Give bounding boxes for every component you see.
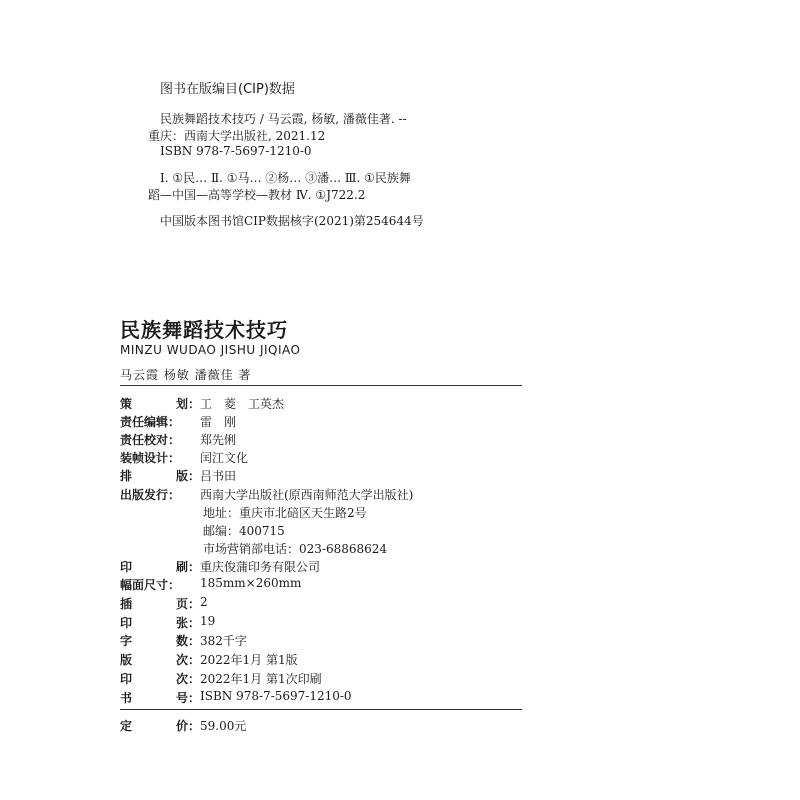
spec-value: 185mm×260mm — [200, 576, 302, 590]
credit-value: 雷 刚 — [200, 415, 237, 429]
spec-row: 版 次： 2022年1月 第1版 — [120, 653, 298, 667]
book-authors: 马云霞 杨敏 潘薇佳 著 — [120, 368, 252, 382]
cip-line: 重庆：西南大学出版社, 2021.12 — [148, 129, 326, 143]
credit-row: 策 划： 工 菱 工英杰 — [120, 397, 285, 411]
publisher-phone: 市场营销部电话：023-68868624 — [203, 542, 388, 556]
cip-line: ISBN 978-7-5697-1210-0 — [160, 144, 312, 158]
book-title-pinyin: MINZU WUDAO JISHU JIQIAO — [120, 343, 301, 357]
cip-line: 民族舞蹈技术技巧 / 马云霞, 杨敏, 潘薇佳著. -- — [160, 112, 407, 126]
credit-value: 郑先俐 — [200, 433, 237, 447]
spec-row: 印 刷： 重庆俊蒲印务有限公司 — [120, 560, 321, 574]
spec-row: 印 次： 2022年1月 第1次印刷 — [120, 672, 322, 686]
credit-row: 责任编辑 ： 雷 刚 — [120, 415, 237, 429]
spec-value: 2 — [200, 595, 208, 609]
cip-line: 蹈—中国—高等学校—教材 Ⅳ. ①J722.2 — [148, 188, 366, 202]
credit-row: 责任校对 ： 郑先俐 — [120, 433, 237, 447]
cip-line: 中国版本图书馆CIP数据核字(2021)第254644号 — [160, 214, 424, 228]
publisher-address: 地址：重庆市北碚区天生路2号 — [203, 506, 367, 520]
spec-row: 书 号： ISBN 978-7-5697-1210-0 — [120, 689, 352, 705]
spec-value: 382千字 — [200, 634, 247, 648]
spec-row: 幅面尺寸 ： 185mm×260mm — [120, 576, 302, 592]
price-value: 59.00元 — [200, 719, 247, 733]
credit-value: 闰江文化 — [200, 451, 249, 465]
cip-line: Ⅰ. ①民… Ⅱ. ①马… ②杨… ③潘… Ⅲ. ①民族舞 — [160, 171, 411, 185]
spec-value: 2022年1月 第1次印刷 — [200, 672, 322, 686]
divider — [120, 709, 522, 710]
cip-heading: 图书在版编目(CIP)数据 — [160, 82, 295, 97]
spec-row: 印 张： 19 — [120, 614, 216, 630]
credit-row: 出版发行 ： 西南大学出版社(原西南师范大学出版社) — [120, 488, 414, 502]
publisher-name: 西南大学出版社(原西南师范大学出版社) — [200, 488, 414, 502]
credit-row: 装帧设计 ： 闰江文化 — [120, 451, 249, 465]
credit-value: 工 菱 工英杰 — [200, 397, 285, 411]
publisher-postcode: 邮编：400715 — [203, 524, 285, 538]
isbn-value: ISBN 978-7-5697-1210-0 — [200, 689, 352, 703]
spec-value: 重庆俊蒲印务有限公司 — [200, 560, 321, 574]
spec-row: 插 页： 2 — [120, 595, 208, 611]
price-row: 定 价： 59.00元 — [120, 719, 247, 733]
credit-value: 吕书田 — [200, 469, 237, 483]
spec-value: 19 — [200, 614, 216, 628]
spec-value: 2022年1月 第1版 — [200, 653, 298, 667]
divider — [120, 385, 522, 386]
book-title: 民族舞蹈技术技巧 — [120, 318, 288, 342]
spec-row: 字 数： 382千字 — [120, 634, 247, 648]
credit-row: 排 版： 吕书田 — [120, 469, 237, 483]
